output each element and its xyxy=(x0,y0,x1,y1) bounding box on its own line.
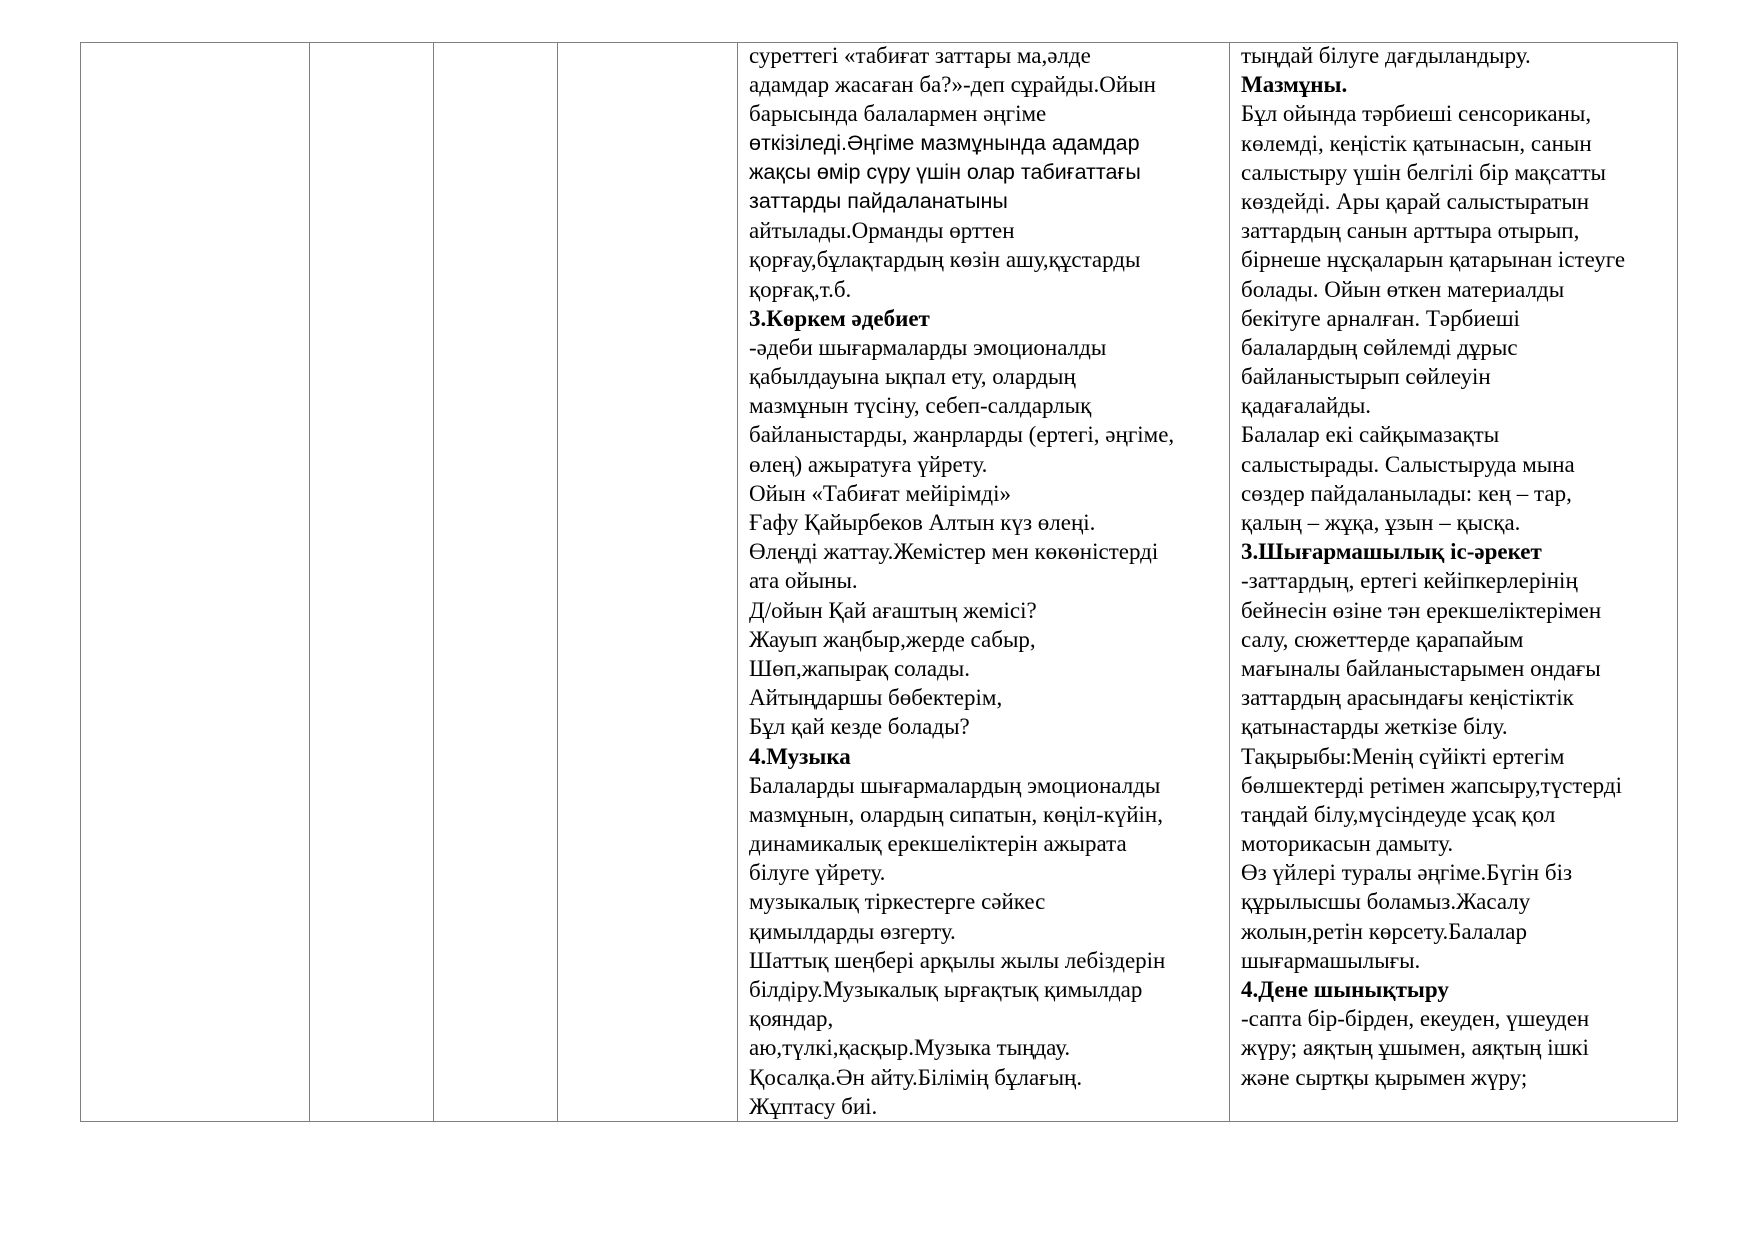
text-line: Қосалқа.Ән айту.Білімің бұлағың. xyxy=(749,1064,1083,1090)
text-line: білуге үйрету. xyxy=(749,860,886,886)
text-line: қатынастарды жеткізе білу. xyxy=(1241,714,1508,740)
text-line: Жауып жаңбыр,жерде сабыр, xyxy=(749,626,1036,652)
text-line: Жұптасу биі. xyxy=(749,1093,878,1119)
text-line: қадағалайды. xyxy=(1241,393,1372,419)
text-line: көлемді, кеңістік қатынасын, санын xyxy=(1241,130,1592,156)
text-line: Балалар екі сайқымазақты xyxy=(1241,422,1500,448)
text-line: заттардың санын арттыра отырып, xyxy=(1241,218,1580,244)
table-row xyxy=(81,43,1678,1122)
text-line: жақсы өмір сүру үшін олар табиғаттағы xyxy=(749,159,1141,184)
text-line: болады. Ойын өткен материалды xyxy=(1241,276,1565,302)
section-heading: 4.Музыка xyxy=(749,743,851,769)
text-line: қорғақ,т.б. xyxy=(749,276,852,302)
text-line: Бұл қай кезде болады? xyxy=(749,714,970,740)
text-line: шығармашылығы. xyxy=(1241,947,1421,973)
text-line: Шаттық шеңбері арқылы жылы лебіздерін xyxy=(749,947,1166,973)
text-line: -заттардың, ертегі кейіпкерлерінің xyxy=(1241,568,1578,594)
text-line: аю,түлкі,қасқыр.Музыка тыңдау. xyxy=(749,1035,1071,1061)
lesson-plan-table xyxy=(80,42,1678,1122)
text-line: көздейді. Ары қарай салыстыратын xyxy=(1241,188,1590,214)
text-line: жолын,ретін көрсету.Балалар xyxy=(1241,918,1527,944)
table-cell-activities xyxy=(738,43,1230,1122)
text-line: салу, сюжеттерде қарапайым xyxy=(1241,626,1524,652)
text-line: динамикалық ерекшеліктерін ажырата xyxy=(749,831,1127,857)
text-line: -сапта бір-бірден, екеуден, үшеуден xyxy=(1241,1006,1590,1032)
text-line: Өлеңді жаттау.Жемістер мен көкөністерді xyxy=(749,539,1159,565)
text-line: бейнесін өзіне тән ерекшеліктерімен xyxy=(1241,597,1602,623)
text-line: Ойын «Табиғат мейірімді» xyxy=(749,480,1011,506)
text-line: бөлшектерді ретімен жапсыру,түстерді xyxy=(1241,772,1622,798)
text-line: Айтыңдаршы бөбектерім, xyxy=(749,685,1003,711)
text-line: -әдеби шығармаларды эмоционалды xyxy=(749,334,1107,360)
text-line: қабылдауына ықпал ету, олардың xyxy=(749,364,1076,390)
text-line: байланыстарды, жанрларды (ертегі, әңгіме, xyxy=(749,422,1175,448)
text-line: сөздер пайдаланылады: кең – тар, xyxy=(1241,480,1572,506)
section-heading: Мазмұны. xyxy=(1241,72,1348,98)
text-line: Шөп,жапырақ солады. xyxy=(749,655,970,681)
text-line: білдіру.Музыкалық ырғақтық қимылдар xyxy=(749,977,1143,1002)
text-line: жүру; аяқтың ұшымен, аяқтың ішкі xyxy=(1241,1035,1589,1061)
text-line: салыстырады. Салыстыруда мына xyxy=(1241,451,1575,477)
text-line: адамдар жасаған ба?»-деп сұрайды.Ойын xyxy=(749,72,1156,98)
text-line: құрылысшы боламыз.Жасалу xyxy=(1241,889,1531,915)
text-line: ата ойыны. xyxy=(749,568,858,594)
text-line: суреттегі «табиғат заттары ма,әлде xyxy=(749,43,1091,68)
text-line: Ғафу Қайырбеков Алтын күз өлеңі. xyxy=(749,510,1096,535)
text-line: Тақырыбы:Менің сүйікті ертегім xyxy=(1241,743,1565,769)
text-line: бірнеше нұсқаларын қатарынан істеуге xyxy=(1241,247,1626,273)
text-line: барысында балалармен әңгіме xyxy=(749,101,1047,127)
table-cell-col3 xyxy=(434,43,558,1122)
content-text xyxy=(1230,41,1677,1092)
table-cell-content xyxy=(1230,43,1678,1122)
text-line: таңдай білу,мүсіндеуде ұсақ қол xyxy=(1241,801,1556,827)
text-line: Бұл ойында тәрбиеші сенсориканы, xyxy=(1241,101,1592,127)
text-line: өткізіледі.Әңгіме мазмұнында адамдар xyxy=(749,130,1140,155)
text-line: мазмұнын түсіну, себеп-салдарлық xyxy=(749,393,1092,419)
text-line: салыстыру үшін белгілі бір мақсатты xyxy=(1241,159,1606,185)
text-line: заттардың арасындағы кеңістіктік xyxy=(1241,685,1574,711)
text-line: өлең) ажыратуға үйрету. xyxy=(749,451,988,477)
text-line: мағыналы байланыстарымен ондағы xyxy=(1241,655,1601,681)
text-line: мазмұнын, олардың сипатын, көңіл-күйін, xyxy=(749,801,1163,827)
text-line: Д/ойын Қай ағаштың жемісі? xyxy=(749,597,1037,623)
text-line: моторикасын дамыту. xyxy=(1241,831,1454,857)
text-line: қалың – жұқа, ұзын – қысқа. xyxy=(1241,510,1521,535)
text-line: бекітуге арналған. Тәрбиеші xyxy=(1241,305,1520,331)
text-line: байланыстырып сөйлеуін xyxy=(1241,364,1491,390)
text-line: қояндар, xyxy=(749,1006,834,1032)
text-line: айтылады.Орманды өрттен xyxy=(749,218,1015,244)
text-line: тыңдай білуге дағдыландыру. xyxy=(1241,43,1531,68)
text-line: музыкалық тіркестерге сәйкес xyxy=(749,889,1046,915)
text-line: қимылдарды өзгерту. xyxy=(749,918,956,944)
activities-text xyxy=(738,41,1229,1121)
section-heading: 4.Дене шынықтыру xyxy=(1241,977,1449,1002)
text-line: Балаларды шығармалардың эмоционалды xyxy=(749,772,1161,798)
table-cell-col2 xyxy=(310,43,434,1122)
section-heading: 3.Көркем әдебиет xyxy=(749,305,930,331)
text-line: балалардың сөйлемді дұрыс xyxy=(1241,334,1518,360)
table-cell-col4 xyxy=(558,43,738,1122)
text-line: Өз үйлері туралы әңгіме.Бүгін біз xyxy=(1241,860,1573,886)
section-heading: 3.Шығармашылық іс-әрекет xyxy=(1241,539,1542,565)
text-line: қорғау,бұлақтардың көзін ашу,құстарды xyxy=(749,247,1141,273)
text-line: және сыртқы қырымен жүру; xyxy=(1241,1064,1528,1090)
text-line: заттарды пайдаланатыны xyxy=(749,188,1008,213)
table-cell-col1 xyxy=(81,43,310,1122)
